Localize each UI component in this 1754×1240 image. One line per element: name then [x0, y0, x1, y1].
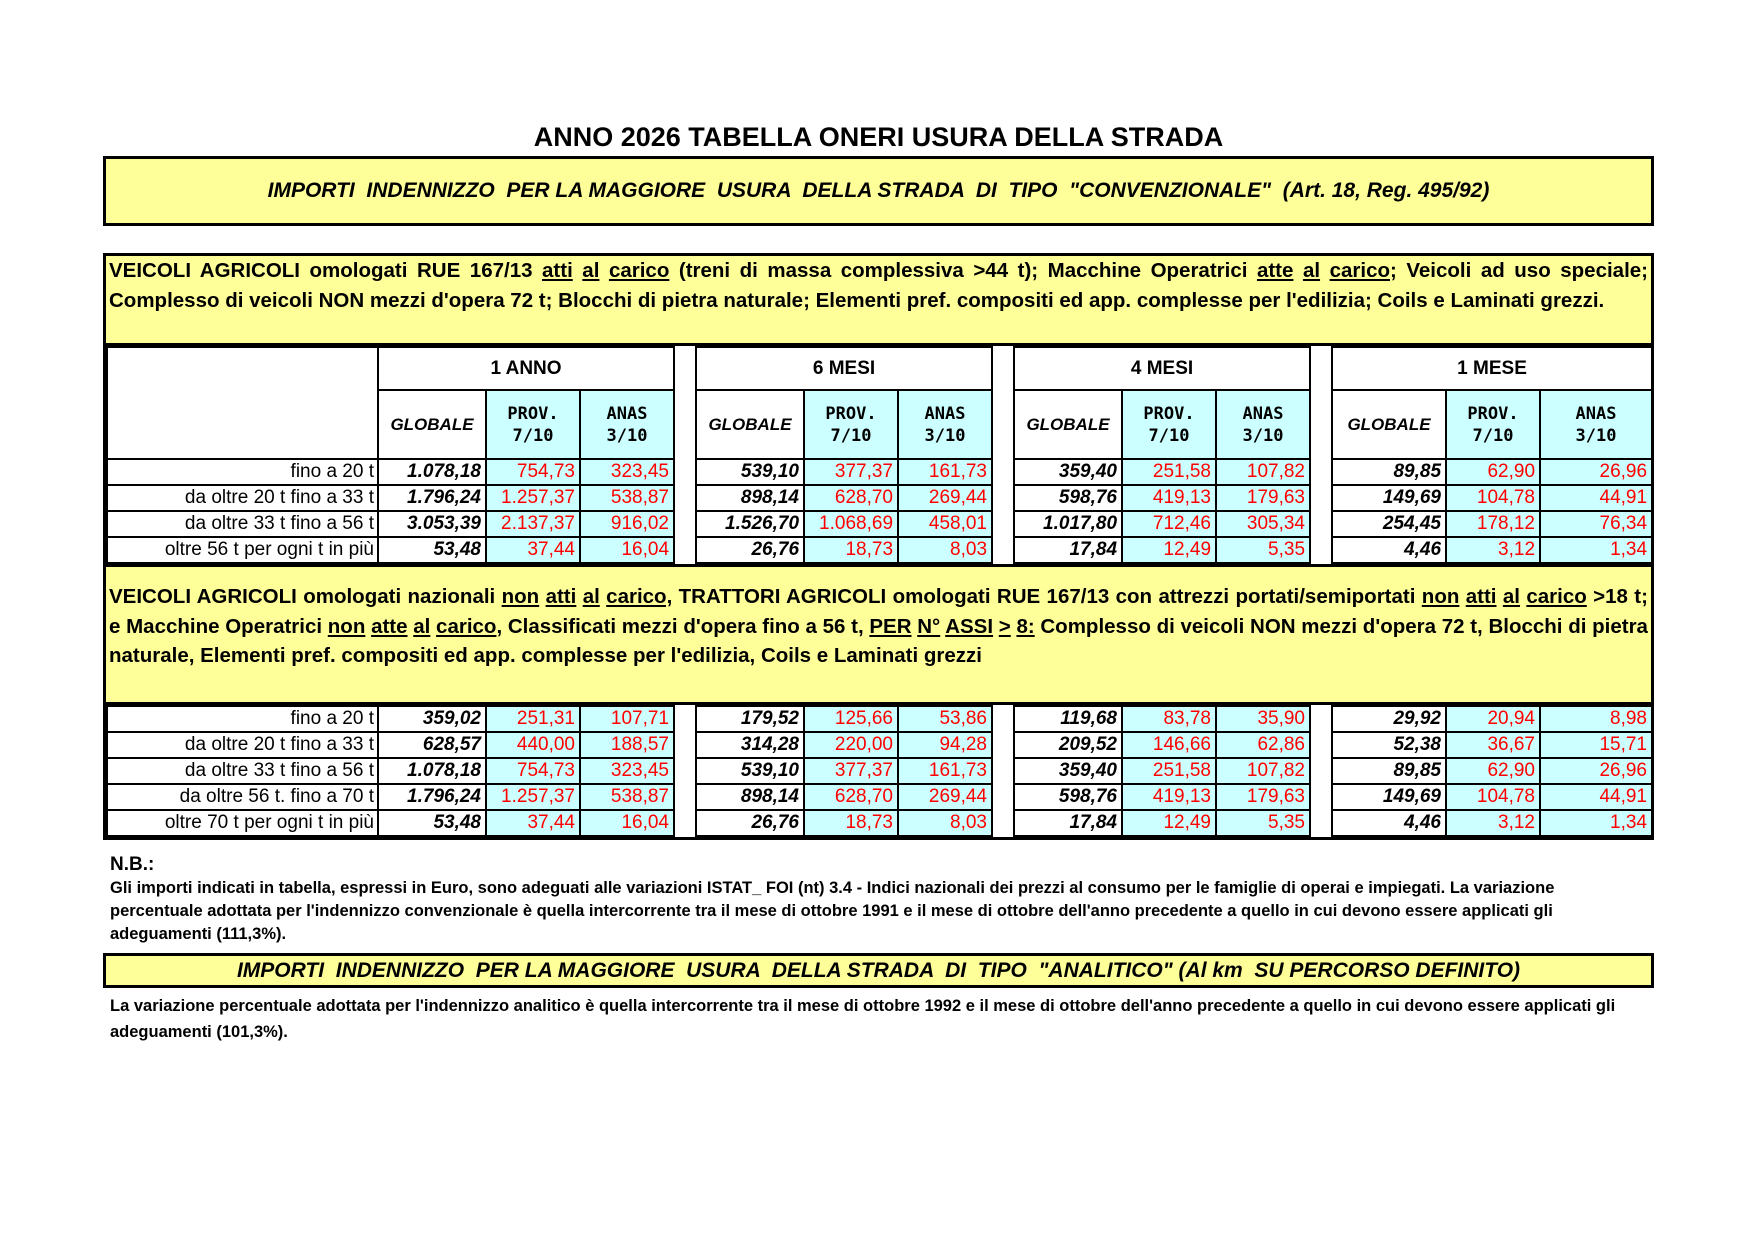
column-gap: [1310, 390, 1332, 459]
page-title: ANNO 2026 TABELLA ONERI USURA DELLA STRADA: [533, 122, 1224, 152]
anas-header: [1540, 390, 1652, 459]
globale-value: 52,38: [1332, 732, 1446, 758]
anas-value: 458,01: [898, 511, 992, 537]
period-header: 1 MESE: [1332, 347, 1652, 390]
anas-header: [1216, 390, 1310, 459]
globale-value: 53,48: [378, 810, 486, 836]
column-gap: [1310, 511, 1332, 537]
prov-value: 37,44: [486, 537, 580, 563]
column-gap: [992, 347, 1014, 390]
analytic-text: La variazione percentuale adottata per l'indennizzo analitico è quella intercorrente tra il mese di ottobre 1992 e il mese di ottobre dell'anno precedente a quello in cui devono essere applicati gli adeguamenti (101,3%).: [110, 997, 1616, 1041]
prov-value: 12,49: [1122, 810, 1216, 836]
anas-value: 8,98: [1540, 706, 1652, 732]
globale-value: 359,40: [1014, 459, 1122, 485]
row-label: da oltre 20 t fino a 33 t: [107, 732, 378, 758]
row-label: fino a 20 t: [107, 706, 378, 732]
description-segment: atti: [542, 259, 573, 282]
description-segment: TRATTORI AGRICOLI omologati RUE 167/13 con attrezzi portati/semiportati: [672, 585, 1422, 608]
anas-value: 5,35: [1216, 537, 1310, 563]
anas-value: 916,02: [580, 511, 674, 537]
analytic-banner: [103, 953, 1654, 988]
anas-value: 44,91: [1540, 784, 1652, 810]
globale-value: 1.796,24: [378, 784, 486, 810]
description-segment: non: [501, 585, 540, 608]
column-gap: [674, 347, 696, 390]
globale-value: 29,92: [1332, 706, 1446, 732]
globale-value: 4,46: [1332, 810, 1446, 836]
description-segment: atte: [1256, 259, 1294, 282]
prov-value: 628,70: [804, 485, 898, 511]
globale-value: 598,76: [1014, 784, 1122, 810]
globale-value: 119,68: [1014, 706, 1122, 732]
conventional-banner-text: IMPORTI INDENNIZZO PER LA MAGGIORE USURA DELLA STRADA DI TIPO "CONVENZIONALE" (Art. 18, Reg. 495/92): [267, 179, 1490, 202]
description-segment: VEICOLI AGRICOLI: [109, 585, 297, 608]
conventional-banner: [103, 156, 1654, 226]
prov-value: 146,66: [1122, 732, 1216, 758]
column-gap: [992, 758, 1014, 784]
anas-value: 53,86: [898, 706, 992, 732]
table-row: [107, 784, 1652, 810]
description-segment: [1320, 259, 1330, 282]
table-row: [107, 732, 1652, 758]
prov-value: 20,94: [1446, 706, 1540, 732]
globale-value: 898,14: [696, 784, 804, 810]
table-row: [107, 810, 1652, 836]
anas-value: 107,71: [580, 706, 674, 732]
prov-value: 419,13: [1122, 784, 1216, 810]
globale-value: 209,52: [1014, 732, 1122, 758]
description-segment: omologati RUE 167/13: [300, 259, 543, 282]
description-segment: non: [327, 614, 366, 638]
prov-header-line2: 7/10: [830, 425, 872, 446]
globale-value: 314,28: [696, 732, 804, 758]
column-gap: [1310, 732, 1332, 758]
anas-value: 62,86: [1216, 732, 1310, 758]
prov-value: 3,12: [1446, 810, 1540, 836]
anas-value: 269,44: [898, 784, 992, 810]
globale-value: 598,76: [1014, 485, 1122, 511]
anas-value: 8,03: [898, 537, 992, 563]
globale-value: 898,14: [696, 485, 804, 511]
row-label-header: [107, 390, 378, 459]
anas-value: 107,82: [1216, 459, 1310, 485]
description-segment: (treni di massa complessiva >44 t); Macchine Operatrici: [669, 259, 1257, 282]
prov-header: [1122, 390, 1216, 459]
anas-value: 323,45: [580, 758, 674, 784]
column-gap: [1310, 810, 1332, 836]
column-gap: [674, 485, 696, 511]
globale-header: GLOBALE: [696, 390, 804, 459]
prov-value: 220,00: [804, 732, 898, 758]
prov-value: 754,73: [486, 758, 580, 784]
tariff-grid: [103, 253, 1654, 840]
description-segment: al: [413, 614, 431, 638]
prov-value: 83,78: [1122, 706, 1216, 732]
description-segment: ; Veicoli ad uso speciale; Complesso di veicoli NON mezzi d'opera 72 t; Blocchi di pietra naturale; Elementi pref. compositi ed app. complesse per l'edilizia; Coils e Laminati grezzi.: [109, 259, 1648, 312]
table-row: [107, 459, 1652, 485]
globale-value: 254,45: [1332, 511, 1446, 537]
prov-header: [1446, 390, 1540, 459]
description-segment: al: [1302, 259, 1321, 282]
anas-header-line2: 3/10: [924, 425, 966, 446]
description-segment: al: [582, 585, 600, 608]
description-segment: [1293, 259, 1303, 282]
anas-header-line1: ANAS: [1242, 403, 1284, 424]
period-header: 4 MESI: [1014, 347, 1310, 390]
prov-value: 440,00: [486, 732, 580, 758]
description-segment: ASSI: [945, 614, 994, 638]
anas-value: 15,71: [1540, 732, 1652, 758]
prov-value: 628,70: [804, 784, 898, 810]
anas-header-line2: 3/10: [1575, 425, 1617, 446]
globale-value: 1.526,70: [696, 511, 804, 537]
globale-value: 628,57: [378, 732, 486, 758]
anas-value: 323,45: [580, 459, 674, 485]
description-segment: >18 t; e Macchine Operatrici: [109, 585, 1648, 638]
anas-value: 5,35: [1216, 810, 1310, 836]
globale-value: 4,46: [1332, 537, 1446, 563]
column-gap: [1310, 347, 1332, 390]
prov-value: 125,66: [804, 706, 898, 732]
prov-header-line1: PROV.: [825, 403, 877, 424]
prov-value: 62,90: [1446, 459, 1540, 485]
anas-value: 161,73: [898, 758, 992, 784]
anas-value: 44,91: [1540, 485, 1652, 511]
description-segment: [599, 259, 609, 282]
anas-value: 1,34: [1540, 537, 1652, 563]
anas-value: 26,96: [1540, 758, 1652, 784]
anas-value: 94,28: [898, 732, 992, 758]
column-gap: [992, 390, 1014, 459]
prov-value: 37,44: [486, 810, 580, 836]
description-segment: non: [1421, 585, 1460, 608]
prov-value: 754,73: [486, 459, 580, 485]
prov-value: 251,58: [1122, 758, 1216, 784]
prov-header-line2: 7/10: [1472, 425, 1514, 446]
column-gap: [674, 706, 696, 732]
section2-table: [106, 705, 1653, 837]
description-segment: al: [582, 259, 600, 282]
anas-value: 16,04: [580, 810, 674, 836]
description-segment: N°: [917, 614, 941, 638]
column-gap: [1310, 784, 1332, 810]
description-segment: [573, 259, 583, 282]
sub-header-row: [107, 390, 1652, 459]
period-header: 6 MESI: [696, 347, 992, 390]
prov-value: 2.137,37: [486, 511, 580, 537]
prov-value: 251,31: [486, 706, 580, 732]
description-segment: carico,: [606, 585, 673, 608]
description-segment: al: [1502, 585, 1520, 608]
anas-value: 26,96: [1540, 459, 1652, 485]
anas-value: 538,87: [580, 784, 674, 810]
row-label-header: [107, 347, 378, 390]
column-gap: [674, 732, 696, 758]
prov-value: 1.257,37: [486, 485, 580, 511]
globale-header: GLOBALE: [378, 390, 486, 459]
prov-value: 251,58: [1122, 459, 1216, 485]
table-row: [107, 706, 1652, 732]
description-segment: carico: [608, 259, 670, 282]
globale-header: GLOBALE: [1332, 390, 1446, 459]
column-gap: [674, 537, 696, 563]
prov-value: 712,46: [1122, 511, 1216, 537]
prov-header-line1: PROV.: [1467, 403, 1519, 424]
description-segment: carico: [1526, 585, 1587, 608]
description-segment: >: [998, 614, 1011, 638]
globale-value: 3.053,39: [378, 511, 486, 537]
anas-value: 76,34: [1540, 511, 1652, 537]
description-segment: carico: [436, 614, 497, 638]
anas-value: 35,90: [1216, 706, 1310, 732]
column-gap: [992, 732, 1014, 758]
row-label: oltre 56 t per ogni t in più: [107, 537, 378, 563]
prov-value: 104,78: [1446, 485, 1540, 511]
description-segment: Complesso di veicoli NON mezzi d'opera 72 t, Blocchi di pietra naturale, Elementi pref. compositi ed app. complesse per l'edilizia, Coils e Laminati grezzi: [109, 614, 1648, 667]
globale-value: 1.796,24: [378, 485, 486, 511]
globale-value: 17,84: [1014, 810, 1122, 836]
column-gap: [992, 784, 1014, 810]
description-segment: PER: [869, 614, 912, 638]
column-gap: [992, 537, 1014, 563]
prov-header-line1: PROV.: [1143, 403, 1195, 424]
section1-table: [106, 346, 1653, 564]
anas-header-line1: ANAS: [924, 403, 966, 424]
period-header: 1 ANNO: [378, 347, 674, 390]
column-gap: [674, 784, 696, 810]
column-gap: [1310, 758, 1332, 784]
table-row: [107, 537, 1652, 563]
column-gap: [992, 459, 1014, 485]
row-label: da oltre 33 t fino a 56 t: [107, 758, 378, 784]
section1-description: [106, 256, 1651, 346]
prov-value: 62,90: [1446, 758, 1540, 784]
anas-header-line1: ANAS: [1575, 403, 1617, 424]
analytic-banner-text: IMPORTI INDENNIZZO PER LA MAGGIORE USURA DELLA STRADA DI TIPO "ANALITICO" (Al km SU PERCORSO DEFINITO): [236, 958, 1521, 982]
anas-header: [898, 390, 992, 459]
anas-value: 188,57: [580, 732, 674, 758]
table-row: [107, 511, 1652, 537]
column-gap: [674, 758, 696, 784]
prov-value: 377,37: [804, 459, 898, 485]
section2-description: [106, 564, 1651, 705]
column-gap: [674, 459, 696, 485]
globale-value: 53,48: [378, 537, 486, 563]
description-segment: , Classificati mezzi d'opera fino a 56 t,: [496, 614, 870, 638]
prov-value: 377,37: [804, 758, 898, 784]
prov-header: [804, 390, 898, 459]
prov-header: [486, 390, 580, 459]
globale-value: 1.078,18: [378, 758, 486, 784]
prov-header-line1: PROV.: [507, 403, 559, 424]
anas-header: [580, 390, 674, 459]
globale-value: 359,02: [378, 706, 486, 732]
row-label: da oltre 20 t fino a 33 t: [107, 485, 378, 511]
globale-value: 149,69: [1332, 784, 1446, 810]
globale-value: 359,40: [1014, 758, 1122, 784]
column-gap: [992, 810, 1014, 836]
prov-header-line2: 7/10: [1148, 425, 1190, 446]
globale-value: 17,84: [1014, 537, 1122, 563]
globale-value: 179,52: [696, 706, 804, 732]
nb-title: N.B.:: [110, 854, 155, 875]
anas-value: 16,04: [580, 537, 674, 563]
description-segment: carico: [1329, 259, 1390, 282]
prov-value: 1.257,37: [486, 784, 580, 810]
description-segment: atte: [371, 614, 408, 638]
globale-value: 1.017,80: [1014, 511, 1122, 537]
description-segment: omologati nazionali: [296, 585, 502, 608]
column-gap: [674, 390, 696, 459]
row-label: da oltre 56 t. fino a 70 t: [107, 784, 378, 810]
anas-value: 179,63: [1216, 485, 1310, 511]
column-gap: [674, 511, 696, 537]
prov-value: 1.068,69: [804, 511, 898, 537]
anas-header-line1: ANAS: [606, 403, 648, 424]
anas-value: 107,82: [1216, 758, 1310, 784]
row-label: fino a 20 t: [107, 459, 378, 485]
nb-text: Gli importi indicati in tabella, espressi in Euro, sono adeguati alle variazioni ISTAT_ FOI (nt) 3.4 - Indici nazionali dei prezzi al consumo per le famiglie di operai e impiegati. La variazione percentuale adottata per l'indennizzo convenzionale è quella intercorrente tra il mese di ottobre 1991 e il mese di ottobre dell'anno precedente a quello in cui devono essere applicati gli adeguamenti (111,3%).: [110, 879, 1555, 943]
globale-value: 539,10: [696, 758, 804, 784]
description-segment: 8:: [1016, 614, 1035, 638]
anas-value: 1,34: [1540, 810, 1652, 836]
anas-value: 269,44: [898, 485, 992, 511]
column-gap: [1310, 459, 1332, 485]
globale-header: GLOBALE: [1014, 390, 1122, 459]
globale-value: 89,85: [1332, 459, 1446, 485]
prov-value: 178,12: [1446, 511, 1540, 537]
anas-header-line2: 3/10: [606, 425, 648, 446]
anas-value: 538,87: [580, 485, 674, 511]
anas-header-line2: 3/10: [1242, 425, 1284, 446]
column-gap: [1310, 485, 1332, 511]
row-label: oltre 70 t per ogni t in più: [107, 810, 378, 836]
globale-value: 149,69: [1332, 485, 1446, 511]
description-segment: atti: [1465, 585, 1497, 608]
column-gap: [674, 810, 696, 836]
prov-value: 36,67: [1446, 732, 1540, 758]
table-row: [107, 758, 1652, 784]
table-row: [107, 485, 1652, 511]
row-label: da oltre 33 t fino a 56 t: [107, 511, 378, 537]
anas-value: 8,03: [898, 810, 992, 836]
prov-value: 18,73: [804, 537, 898, 563]
globale-value: 89,85: [1332, 758, 1446, 784]
globale-value: 26,76: [696, 537, 804, 563]
prov-value: 419,13: [1122, 485, 1216, 511]
anas-value: 179,63: [1216, 784, 1310, 810]
column-gap: [1310, 537, 1332, 563]
prov-value: 3,12: [1446, 537, 1540, 563]
column-gap: [992, 706, 1014, 732]
column-gap: [992, 485, 1014, 511]
prov-value: 12,49: [1122, 537, 1216, 563]
column-gap: [1310, 706, 1332, 732]
prov-value: 104,78: [1446, 784, 1540, 810]
column-gap: [992, 511, 1014, 537]
prov-header-line2: 7/10: [512, 425, 554, 446]
description-segment: VEICOLI AGRICOLI: [109, 259, 300, 282]
prov-value: 18,73: [804, 810, 898, 836]
description-segment: atti: [545, 585, 577, 608]
period-header-row: [107, 347, 1652, 390]
globale-value: 26,76: [696, 810, 804, 836]
globale-value: 539,10: [696, 459, 804, 485]
anas-value: 161,73: [898, 459, 992, 485]
globale-value: 1.078,18: [378, 459, 486, 485]
anas-value: 305,34: [1216, 511, 1310, 537]
